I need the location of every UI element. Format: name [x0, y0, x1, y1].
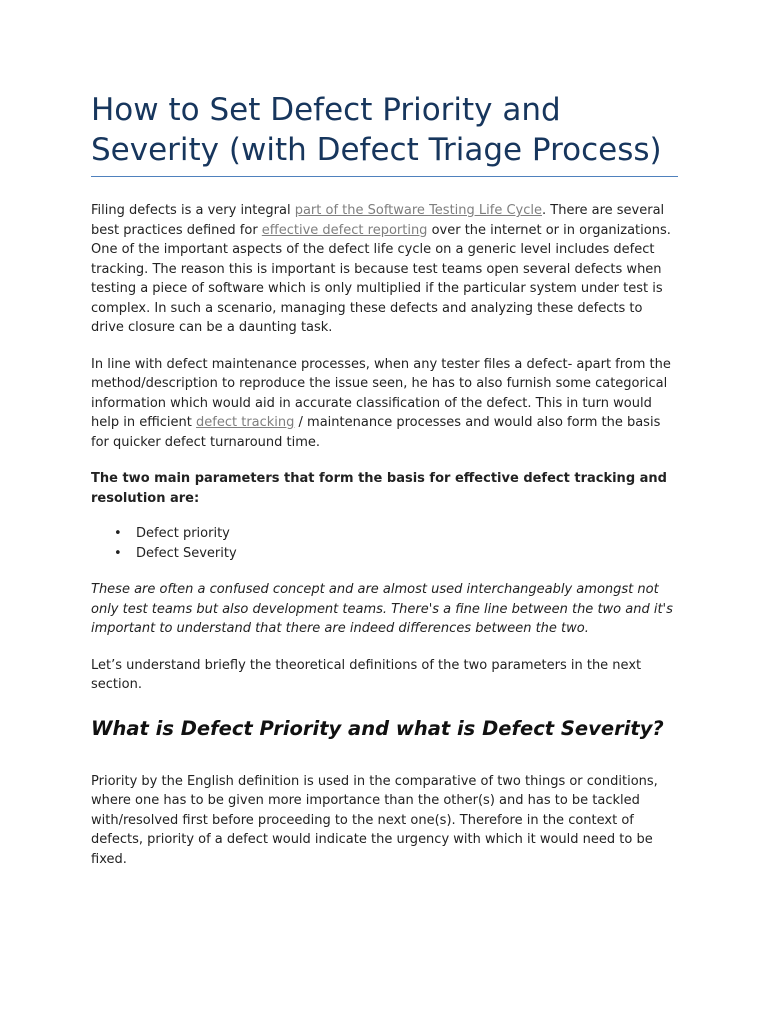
maintenance-paragraph — [91, 355, 678, 453]
defect-reporting-link[interactable]: effective defect reporting — [261, 222, 428, 238]
stlc-link[interactable]: part of the Software Testing Life Cycle — [294, 203, 542, 218]
title-underline-rule — [91, 176, 678, 177]
confusion-note-italic: These are often a confused concept and are almost used interchangeably amongst not only test teams but also development teams. There's a fine line between the two and it's important to understand that there are indeed differences between the two. — [91, 582, 673, 636]
article-title: How to Set Defect Priority and Severity (with Defect Triage Process) — [91, 92, 662, 168]
parameters-intro-bold: The two main parameters that form the basis for effective defect tracking and resolution are: — [91, 471, 667, 506]
intro-text-end: over the internet or in organizations. One of the important aspects of the defect life cycle on a generic level includes defect tracking. The reason this is important is because test teams open several defects when testing a piece of software which is only multiplied if the particular system under test is complex. In such a scenario, managing these defects and analyzing these defects to drive closure can be a daunting task. — [91, 222, 671, 335]
defect-tracking-link[interactable]: defect tracking — [196, 415, 295, 430]
maintenance-text-start: In line with defect maintenance processes, when any tester files a defect- apart from the method/description to reproduce the issue seen, he has to also furnish some categorical information which would aid in accurate classification of the defect. This in turn would help in efficient — [91, 356, 671, 430]
list-item-text: Defect priority — [136, 526, 230, 541]
list-item — [91, 524, 678, 544]
list-item-text: Defect Severity — [136, 545, 237, 561]
intro-text-start: Filing defects is a very integral — [91, 203, 295, 218]
list-item — [91, 544, 678, 564]
section-heading: What is Defect Priority and what is Defect Severity? — [91, 716, 664, 740]
priority-definition-paragraph: Priority by the English definition is used in the comparative of two things or conditions, where one has to be given more importance than the other(s) and has to be tackled with/resolved first before proceeding to the next one(s). Therefore in the context of defects, priority of a defect would indicate the urgency with which it would need to be fixed. — [91, 773, 658, 867]
maintenance-text-end: / maintenance processes and would also form the basis for quicker defect turnaround time. — [91, 415, 661, 450]
parameters-list — [91, 524, 678, 563]
bullet-icon: • — [114, 545, 122, 561]
bullet-icon: • — [114, 526, 122, 541]
intro-paragraph — [91, 201, 678, 338]
intro-text-middle: . There are several best practices defined for — [91, 203, 665, 238]
transition-paragraph: Let’s understand briefly the theoretical definitions of the two parameters in the next section. — [91, 657, 642, 692]
